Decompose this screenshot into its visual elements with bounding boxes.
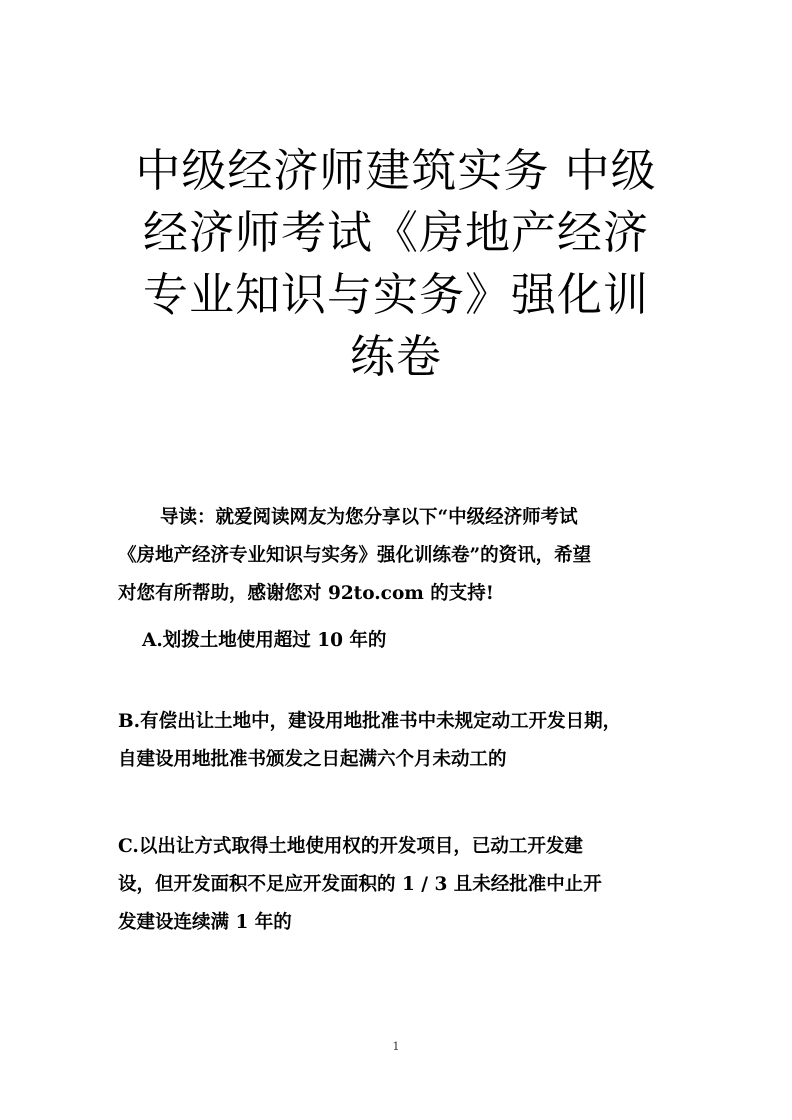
option-c-line: 发建设连续满 1 年的 [118,912,292,933]
option-a-line: A.划拨土地使用超过 10 年的 [142,630,387,651]
intro-line: 导读：就爱阅读网友为您分享以下“中级经济师考试 [160,507,578,528]
title-line: 练卷 [349,330,442,383]
option-a [118,622,690,660]
page-number: 1 [392,1040,400,1053]
option-b-line: B.有偿出让土地中，建设用地批准书中未规定动工开发日期， [118,711,622,732]
option-b [118,703,690,779]
option-c-line: C.以出让方式取得土地使用权的开发项目，已动工开发建 [118,836,583,857]
intro-line: 对您有所帮助，感谢您对 92to.com 的支持! [118,583,494,604]
option-c [118,828,690,942]
title-line: 专业知识与实务》强化训 [142,268,649,321]
title-line: 经济师考试《房地产经济 [142,206,649,259]
document-title [100,140,692,388]
intro-paragraph [118,499,690,613]
option-c-line: 设，但开发面积不足应开发面积的 1 / 3 且未经批准中止开 [118,874,602,895]
title-line: 中级经济师建筑实务 中级 [135,144,657,197]
option-b-line: 自建设用地批准书颁发之日起满六个月未动工的 [118,749,507,770]
intro-line: 《房地产经济专业知识与实务》强化训练卷”的资讯，希望 [118,545,592,566]
